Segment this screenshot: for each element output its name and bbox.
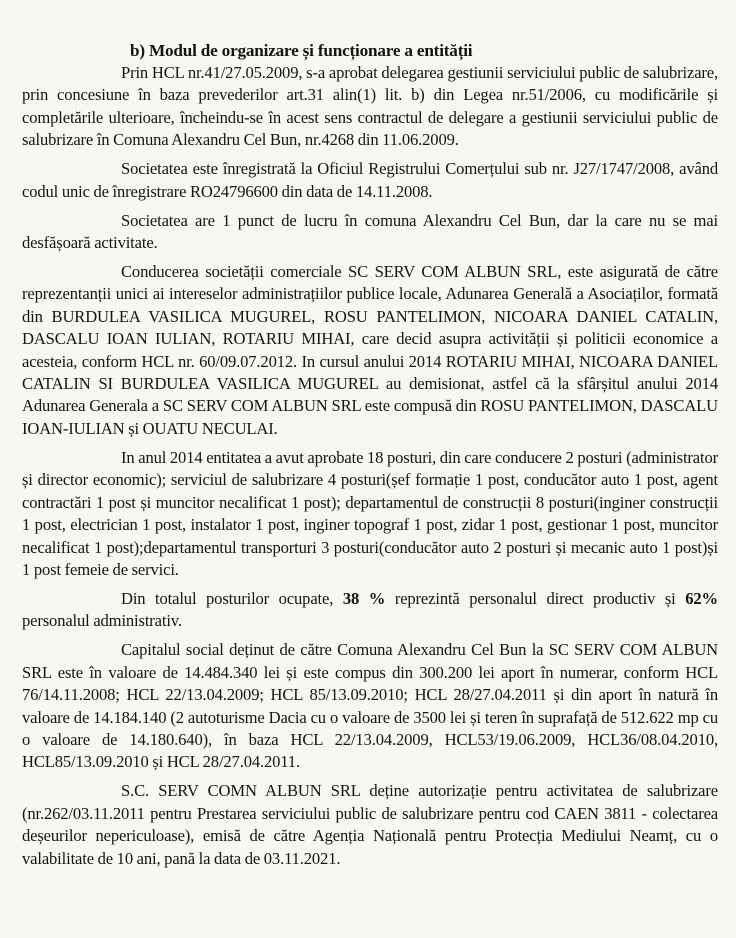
paragraph-authorization: S.C. SERV COMN ALBUN SRL deține autorizație pentru activitatea de salubrizare (nr.262/03.11.2011 pentru Prestarea serviciului public de salubrizare pentru cod CAEN 3811 - colectarea deșeurilor nepericuloase), emisă de către Agenția Națională pentru Protecția Mediului Neamț, cu o valabilitate de 10 ani, pană la data de 03.11.2021. (22, 781, 718, 868)
administrative-percentage: 62% (685, 588, 718, 608)
staff-ratio-mid: reprezintă personalul direct productiv și (385, 588, 686, 608)
productive-percentage: 38 % (342, 588, 386, 608)
paragraph-share-capital: Capitalul social deținut de către Comuna Alexandru Cel Bun la SC SERV COM ALBUN SRL este în valoare de 14.484.340 lei și este compus din 300.200 lei aport în numerar, conform HCL 76/14.11.2008; HCL 22/13.04.2009; HCL 85/13.09.2010; HCL 28/27.04.2011 și din aport în natură în valoare de 14.184.140 (2 autoturisme Dacia cu o valoare de 3500 lei și teren în suprafață de 512.622 mp cu o valoare de 14.180.640), în baza HCL 22/13.04.2009, HCL53/19.06.2009, HCL36/08.04.2010, HCL85/13.09.2010 și HCL 28/27.04.2011. (22, 640, 718, 772)
paragraph-management: Conducerea societății comerciale SC SERV COM ALBUN SRL, este asigurată de către reprezentanții unici ai intereselor administrațiilor publice locale, Adunarea Generală a Asociaților, formată din BURDULEA VASILICA MUGUREL, ROSU PANTELIMON, NICOARA DANIEL CATALIN, DASCALU IOAN IULIAN, ROTARIU MIHAI, care decid asupra activității și politicii economice a acesteia, conform HCL nr. 60/09.07.2012. In cursul anului 2014 ROTARIU MIHAI, NICOARA DANIEL CATALIN SI BURDULEA VASILICA MUGUREL au demisionat, astfel că la sfârșitul anului 2014 Adunarea Generala a SC SERV COM ALBUN SRL este compusă din ROSU PANTELIMON, DASCALU IOAN-IULIAN și OUATU NECULAI. (22, 262, 718, 438)
staff-ratio-lead: Din totalul posturilor ocupate, (121, 588, 343, 608)
paragraph-registration: Societatea este înregistrată la Oficiul Registrului Comerțului sub nr. J27/1747/2008, având codul unic de înregistrare RO24796600 din data de 14.11.2008. (22, 159, 718, 201)
paragraph-staff-ratio (22, 588, 718, 633)
staff-ratio-tail: personalul administrativ. (22, 611, 182, 631)
section-heading: b) Modul de organizare și funcționare a entității (130, 41, 473, 60)
paragraph-delegation: Prin HCL nr.41/27.05.2009, s-a aprobat delegarea gestiunii serviciului public de salubrizare, prin concesiune în baza prevederilor art.31 alin(1) lit. b) din Legea nr.51/2006, cu modificările și completările ulterioare, încheindu-se în acest sens contractul de delegare a gestiunii serviciului public de salubrizare în Comuna Alexandru Cel Bun, nr.4268 din 11.06.2009. (22, 63, 718, 150)
paragraph-work-point: Societatea are 1 punct de lucru în comuna Alexandru Cel Bun, dar la care nu se mai desfășoară activitate. (22, 210, 718, 253)
paragraph-positions: In anul 2014 entitatea a avut aprobate 18 posturi, din care conducere 2 posturi (administrator și director economic); serviciul de salubrizare 4 posturi(șef formație 1 post, conducător auto 1 post, agent contractări 1 post și muncitor necalificat 1 post); departamentul de construcții 8 posturi(inginer construcții 1 post, electrician 1 post, instalator 1 post, inginer topograf 1 post, zidar 1 post, gestionar 1 post, muncitor necalificat 1 post);departamentul transporturi 3 posturi(conducător auto 2 posturi și mecanic auto 1 post)și 1 post femeie de servici. (22, 447, 718, 579)
